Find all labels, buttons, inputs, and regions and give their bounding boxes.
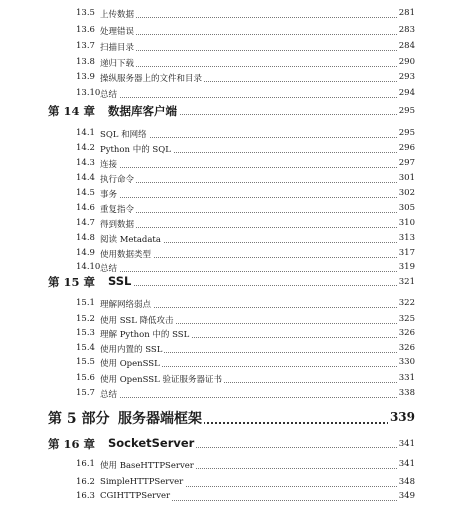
section-number: 15.6 <box>76 373 95 383</box>
dot-leader <box>100 34 413 35</box>
page-number: 348 <box>398 477 415 487</box>
section-title: 阅读 Metadata <box>100 235 161 245</box>
section-title: 总结 <box>100 90 118 100</box>
section-title: 理解 Python 中的 SSL <box>100 330 190 340</box>
part-title: 服务器端框架 <box>118 408 204 428</box>
section-number: 14.1 <box>76 128 95 138</box>
page-number: 305 <box>398 203 415 213</box>
section-number: 13.9 <box>76 72 95 82</box>
section-title: CGIHTTPServer <box>100 491 171 501</box>
section-number: 13.8 <box>76 57 95 67</box>
section-number: 15.5 <box>76 357 95 367</box>
section-number: 16.1 <box>76 459 95 469</box>
section-number: 14.4 <box>76 173 95 183</box>
page-number: 326 <box>398 328 415 338</box>
page-number: 301 <box>398 173 415 183</box>
section-number: 14.2 <box>76 143 95 153</box>
dot-leader <box>100 212 413 213</box>
section-title: 理解网络弱点 <box>100 300 152 310</box>
section-title: 重复指令 <box>100 205 135 215</box>
section-title: 连接 <box>100 160 118 170</box>
section-number: 15.1 <box>76 298 95 308</box>
page-number: 331 <box>398 373 415 383</box>
section-title: 处理错误 <box>100 27 135 37</box>
page-number: 322 <box>398 298 415 308</box>
chapter-label: 第 15 章 <box>48 275 96 289</box>
section-number: 14.9 <box>76 248 95 258</box>
section-title: 使用数据类型 <box>100 250 152 260</box>
chapter-label: 第 14 章 <box>48 104 96 118</box>
section-title: 使用 OpenSSL <box>100 359 160 369</box>
section-title: 递归下载 <box>100 59 135 69</box>
page-number: 295 <box>398 128 415 138</box>
section-number: 14.6 <box>76 203 95 213</box>
section-title: 事务 <box>100 190 118 200</box>
page-number: 319 <box>398 262 415 272</box>
section-number: 14.3 <box>76 158 95 168</box>
dot-leader <box>100 271 413 272</box>
page-number: 283 <box>398 25 415 35</box>
section-title: Python 中的 SQL <box>100 145 171 155</box>
page-number: 339 <box>389 410 415 424</box>
page-number: 294 <box>398 88 415 98</box>
page-number: 296 <box>398 143 415 153</box>
section-number: 13.10 <box>76 88 101 98</box>
dot-leader <box>100 50 413 51</box>
section-number: 14.10 <box>76 262 101 272</box>
section-title: SimpleHTTPServer <box>100 477 184 487</box>
page-number: 310 <box>398 218 415 228</box>
page-number: 325 <box>398 314 415 324</box>
part-label: 第 5 部分 <box>48 411 110 427</box>
section-number: 14.7 <box>76 218 95 228</box>
chapter-label: 第 16 章 <box>48 437 96 451</box>
page-number: 293 <box>398 72 415 82</box>
page-number: 295 <box>398 106 415 116</box>
page-number: 321 <box>398 277 415 287</box>
page-number: 326 <box>398 343 415 353</box>
section-title: 使用内置的 SSL <box>100 345 163 355</box>
section-title: 总结 <box>100 264 118 274</box>
page-number: 338 <box>398 388 415 398</box>
dot-leader <box>100 197 413 198</box>
page-number: 341 <box>398 439 415 449</box>
section-number: 13.5 <box>76 8 95 18</box>
page-number: 281 <box>398 8 415 18</box>
section-number: 16.3 <box>76 491 95 501</box>
section-number: 14.8 <box>76 233 95 243</box>
section-title: 使用 SSL 降低攻击 <box>100 316 174 326</box>
section-number: 14.5 <box>76 188 95 198</box>
page-number: 341 <box>398 459 415 469</box>
dot-leader <box>108 285 413 286</box>
section-number: 13.6 <box>76 25 95 35</box>
page-number: 284 <box>398 41 415 51</box>
section-title: 操纵服务器上的文件和目录 <box>100 74 203 84</box>
section-title: 扫描目录 <box>100 43 135 53</box>
section-title: 使用 BaseHTTPServer <box>100 461 194 471</box>
page-number: 290 <box>398 57 415 67</box>
section-title: 上传数据 <box>100 10 135 20</box>
dot-leader <box>100 182 413 183</box>
section-title: 执行命令 <box>100 175 135 185</box>
section-title: 使用 OpenSSL 验证服务器证书 <box>100 375 222 385</box>
dot-leader <box>100 97 413 98</box>
dot-leader <box>100 17 413 18</box>
section-title: 得到数据 <box>100 220 135 230</box>
page-number: 313 <box>398 233 415 243</box>
page-number: 317 <box>398 248 415 258</box>
section-number: 15.3 <box>76 328 95 338</box>
section-number: 13.7 <box>76 41 95 51</box>
page-number: 349 <box>398 491 415 501</box>
chapter-title: SocketServer <box>108 436 195 450</box>
dot-leader <box>100 397 413 398</box>
chapter-title: SSL <box>108 274 132 288</box>
section-title: SQL 和网络 <box>100 130 147 140</box>
page-number: 297 <box>398 158 415 168</box>
page-number: 330 <box>398 357 415 367</box>
section-number: 15.7 <box>76 388 95 398</box>
dot-leader <box>100 66 413 67</box>
section-number: 15.4 <box>76 343 95 353</box>
dot-leader <box>100 167 413 168</box>
chapter-title: 数据库客户端 <box>108 104 177 118</box>
section-title: 总结 <box>100 390 118 400</box>
section-number: 16.2 <box>76 477 95 487</box>
dot-leader <box>100 227 413 228</box>
page-number: 302 <box>398 188 415 198</box>
section-number: 15.2 <box>76 314 95 324</box>
